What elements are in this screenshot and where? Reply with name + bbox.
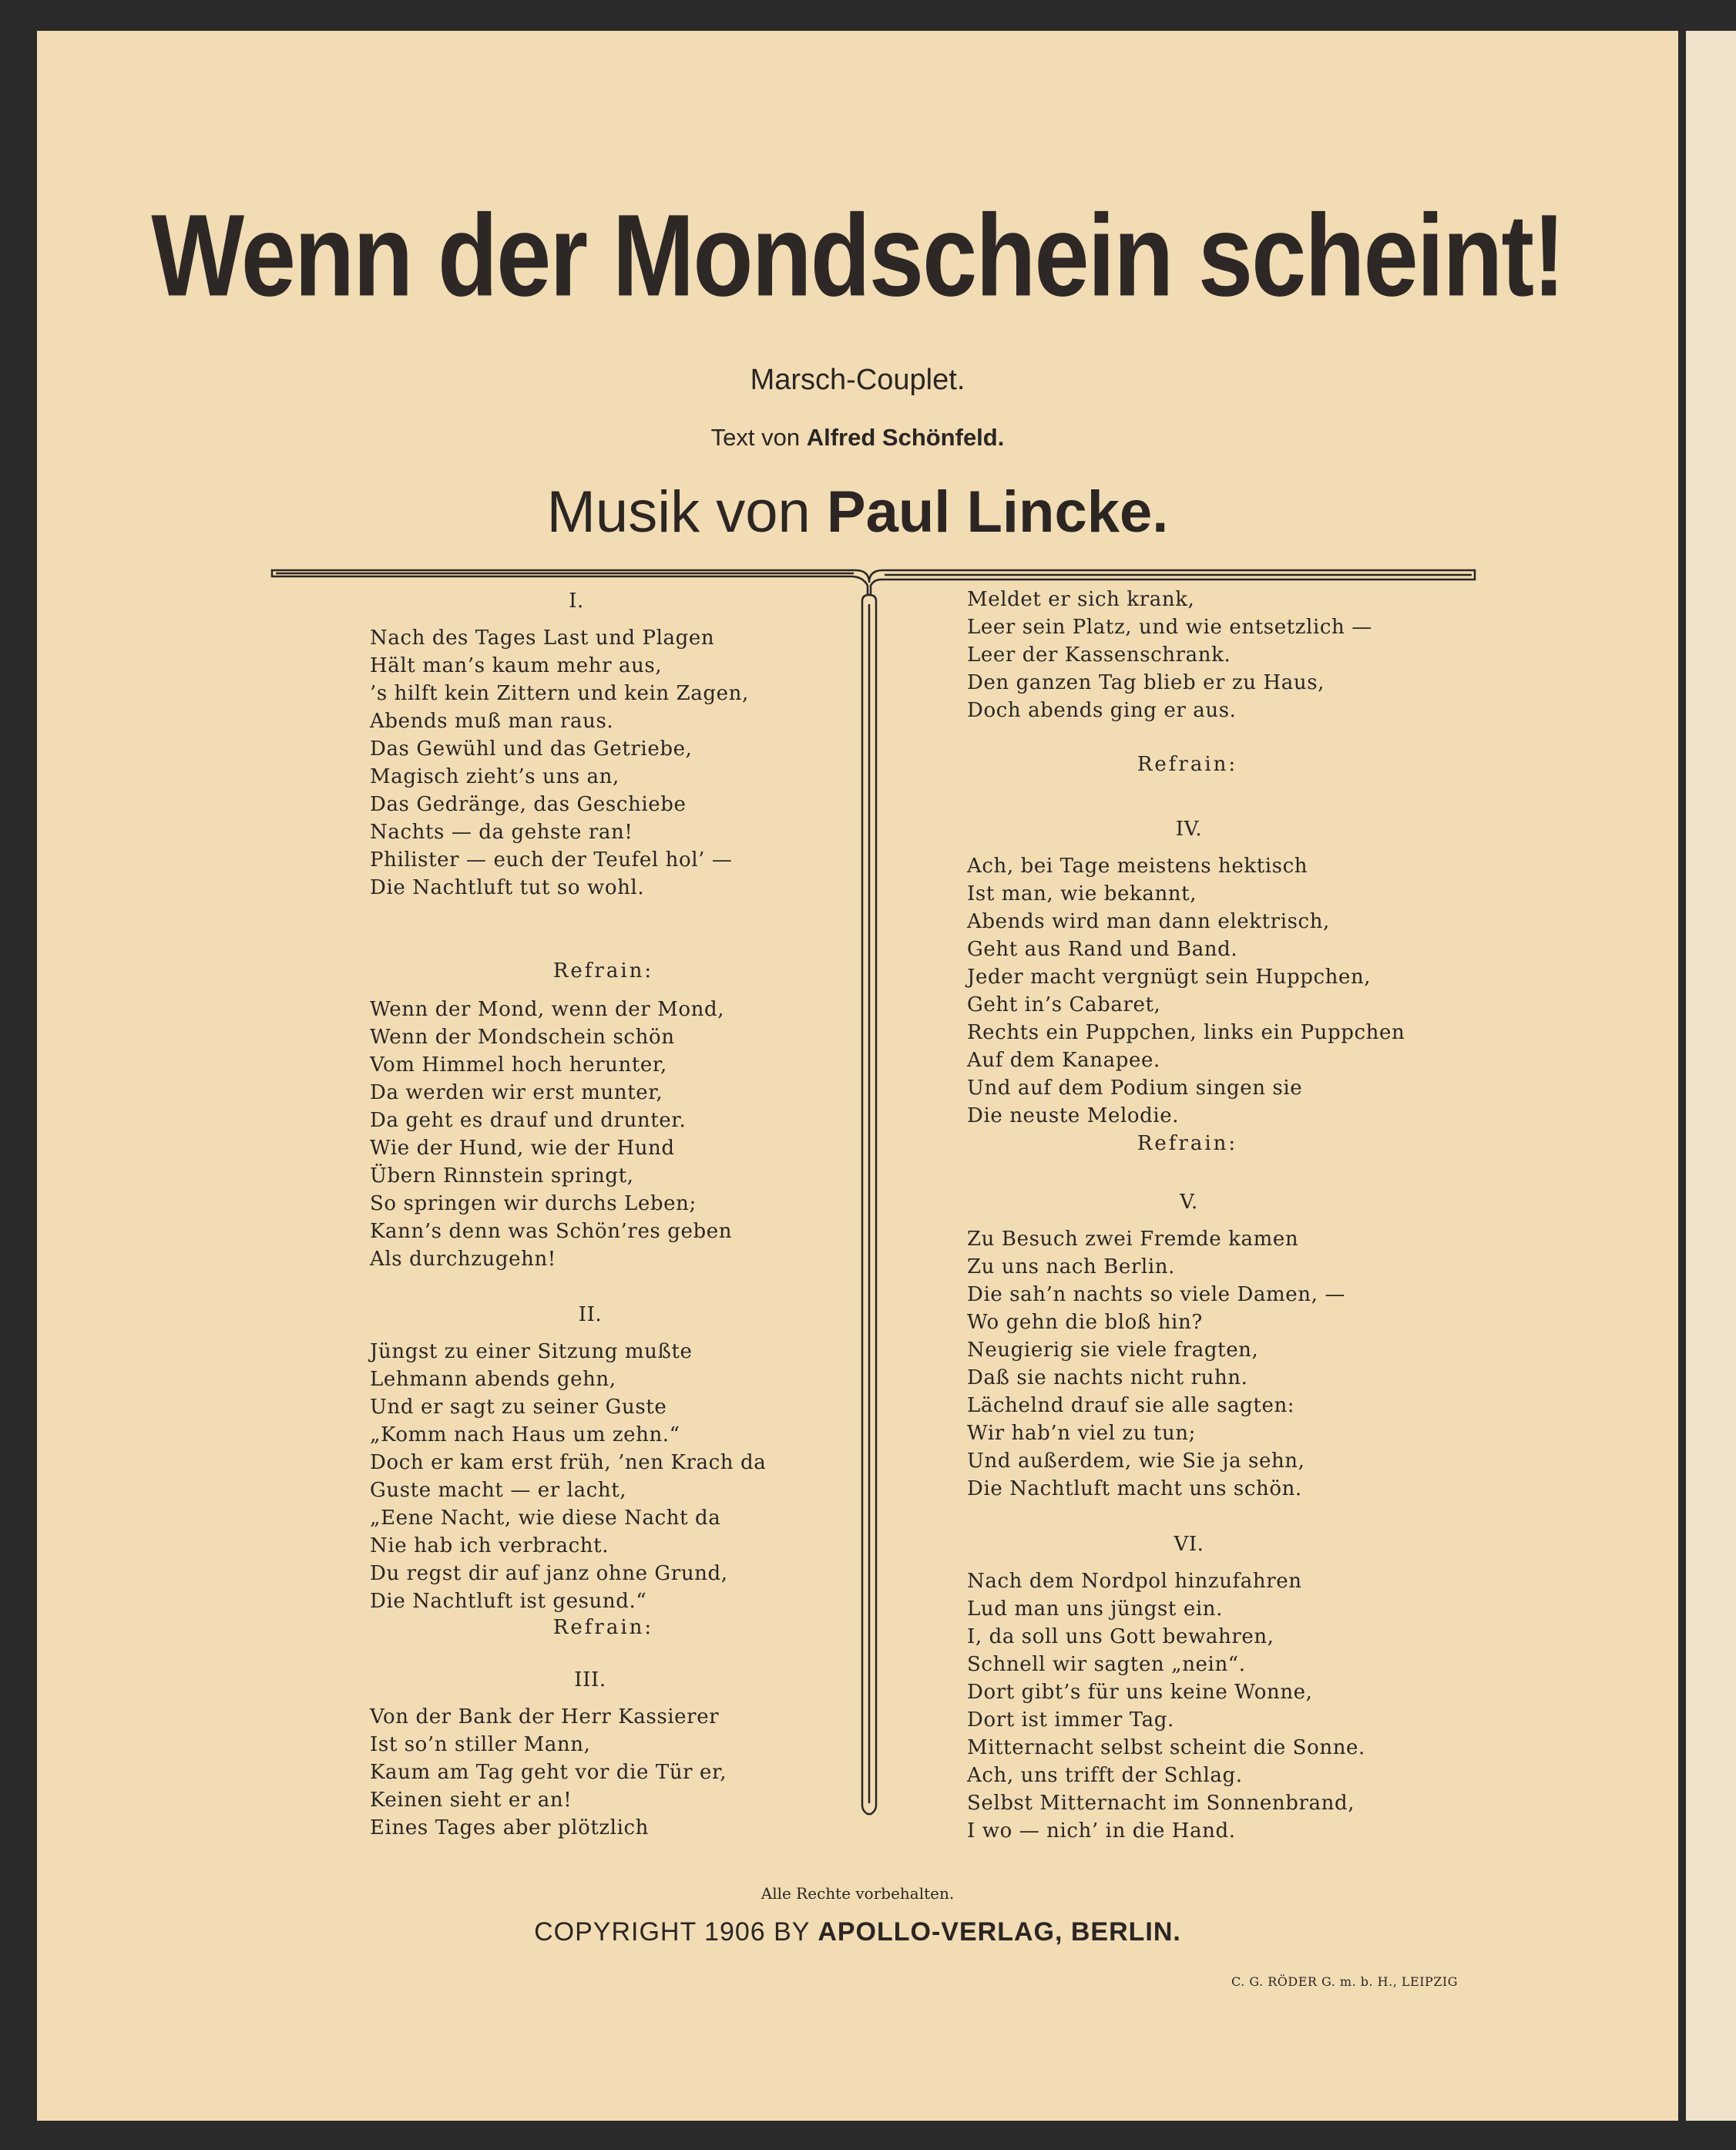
lyric-line: Ach, bei Tage meistens hektisch [967, 855, 1308, 878]
lyric-line: Von der Bank der Herr Kassierer [370, 1705, 720, 1728]
lyric-line: Wir hab’n viel zu tun; [967, 1422, 1197, 1445]
lyric-line: Und er sagt zu seiner Guste [370, 1396, 667, 1419]
lyricist-name: Alfred Schönfeld. [806, 424, 1005, 451]
lyric-line: Abends muß man raus. [370, 710, 614, 733]
lyric-line: Geht in’s Cabaret, [967, 993, 1161, 1016]
lyric-line: Und auf dem Podium singen sie [967, 1077, 1303, 1100]
adjacent-page-edge [1686, 31, 1736, 2121]
verse-3-heading: III. [574, 1668, 606, 1691]
song-subtitle: Marsch-Couplet. [750, 364, 965, 396]
lyric-line: Nie hab ich verbracht. [370, 1534, 609, 1557]
lyric-line: Den ganzen Tag blieb er zu Haus, [967, 671, 1325, 694]
verse-3 [370, 1703, 727, 1842]
lyric-line: Abends wird man dann elektrisch, [967, 910, 1330, 933]
verse-4-heading: IV. [1175, 818, 1203, 841]
lyric-line: Nach dem Nordpol hinzufahren [967, 1570, 1302, 1593]
composer-prefix: Musik von [546, 479, 811, 545]
lyric-line: Schnell wir sagten „nein“. [967, 1653, 1246, 1676]
composer-credit [37, 478, 1678, 547]
lyric-line: Du regst dir auf janz ohne Grund, [370, 1562, 728, 1585]
lyric-line: Als durchzugehn! [370, 1248, 556, 1271]
lyric-line: Zu Besuch zwei Fremde kamen [967, 1228, 1299, 1251]
composer-name: Paul Lincke. [826, 479, 1169, 545]
printer-imprint: C. G. RÖDER G. m. b. H., LEIPZIG [1231, 1974, 1458, 1989]
lyric-line: Eines Tages aber plötzlich [370, 1816, 650, 1839]
lyric-line: Dort gibt’s für uns keine Wonne, [967, 1681, 1313, 1704]
lyric-line: Philister — euch der Teufel hol’ — [370, 848, 733, 872]
lyric-line: Da geht es drauf und drunter. [370, 1109, 687, 1132]
lyric-line: Magisch zieht’s uns an, [370, 765, 620, 788]
verse-4 [967, 852, 1405, 1130]
publisher-name: APOLLO-VERLAG, BERLIN. [818, 1917, 1181, 1947]
lyric-line: So springen wir durchs Leben; [370, 1192, 697, 1215]
verse-5-heading: V. [1180, 1191, 1198, 1214]
lyric-line: Die sah’n nachts so viele Damen, — [967, 1283, 1345, 1306]
lyric-line: Keinen sieht er an! [370, 1789, 573, 1812]
lyric-line: Doch er kam erst früh, ’nen Krach da [370, 1451, 767, 1474]
lyric-line: Leer sein Platz, und wie entsetzlich — [967, 616, 1372, 639]
lyric-line: „Komm nach Haus um zehn.“ [370, 1423, 680, 1446]
lyric-line: Wenn der Mond, wenn der Mond, [370, 998, 725, 1021]
lyric-line: Die Nachtluft ist gesund.“ [370, 1590, 647, 1613]
lyric-line: ’s hilft kein Zittern und kein Zagen, [370, 682, 749, 705]
lyric-line: I, da soll uns Gott bewahren, [967, 1625, 1274, 1648]
lyric-line: Übern Rinnstein springt, [370, 1164, 634, 1188]
verse-3-continued [967, 586, 1372, 724]
lyric-line: Lächelnd drauf sie alle sagten: [967, 1394, 1295, 1417]
lyric-line: Da werden wir erst munter, [370, 1081, 663, 1104]
verse-3-refrain: Refrain: [1137, 753, 1238, 776]
lyric-line: Ist so’n stiller Mann, [370, 1733, 591, 1756]
lyric-line: Wenn der Mondschein schön [370, 1026, 675, 1049]
rights-notice: Alle Rechte vorbehalten. [761, 1884, 955, 1903]
lyricist-prefix: Text von [710, 424, 801, 451]
lyric-line: Zu uns nach Berlin. [967, 1255, 1175, 1278]
lyric-line: Lehmann abends gehn, [370, 1368, 616, 1391]
lyric-line: Guste macht — er lacht, [370, 1479, 627, 1502]
lyric-line: Jüngst zu einer Sitzung mußte [370, 1340, 693, 1363]
lyric-line: „Eene Nacht, wie diese Nacht da [370, 1507, 721, 1530]
verse-1-heading: I. [569, 590, 584, 613]
lyric-line: Daß sie nachts nicht ruhn. [967, 1366, 1248, 1389]
lyric-line: Dort ist immer Tag. [967, 1708, 1174, 1732]
lyric-line: Mitternacht selbst scheint die Sonne. [967, 1736, 1365, 1759]
ornamental-t-divider [37, 563, 1678, 1888]
lyric-line: Lud man uns jüngst ein. [967, 1597, 1223, 1621]
verse-2-heading: II. [578, 1303, 603, 1326]
sheet-music-page [37, 31, 1678, 2121]
lyric-line: Kann’s denn was Schön’res geben [370, 1220, 733, 1243]
lyric-line: Die neuste Melodie. [967, 1104, 1180, 1127]
lyric-line: I wo — nich’ in die Hand. [967, 1819, 1236, 1843]
lyric-line: Auf dem Kanapee. [967, 1049, 1160, 1072]
lyric-line: Wie der Hund, wie der Hund [370, 1137, 675, 1160]
lyric-line: Hält man’s kaum mehr aus, [370, 654, 663, 677]
lyric-line: Nachts — da gehste ran! [370, 821, 633, 844]
lyric-line: Die Nachtluft macht uns schön. [967, 1477, 1302, 1500]
verse-5 [967, 1225, 1345, 1503]
refrain-heading: Refrain: [552, 959, 654, 983]
lyric-line: Selbst Mitternacht im Sonnenbrand, [967, 1792, 1355, 1815]
lyric-line: Die Nachtluft tut so wohl. [370, 876, 645, 899]
lyric-line: Kaum am Tag geht vor die Tür er, [370, 1761, 727, 1784]
lyric-line: Vom Himmel hoch herunter, [370, 1053, 667, 1077]
lyric-line: Jeder macht vergnügt sein Huppchen, [967, 966, 1372, 989]
verse-6 [967, 1567, 1365, 1845]
lyric-line: Rechts ein Puppchen, links ein Puppchen [967, 1021, 1405, 1044]
copyright-prefix: COPYRIGHT 1906 BY [534, 1917, 810, 1947]
refrain [370, 996, 732, 1273]
lyric-line: Meldet er sich krank, [967, 588, 1195, 611]
verse-2-refrain: Refrain: [552, 1616, 654, 1639]
verse-1 [370, 624, 749, 902]
lyric-line: Ist man, wie bekannt, [967, 882, 1197, 905]
lyric-line: Das Gedränge, das Geschiebe [370, 793, 687, 816]
lyric-line: Doch abends ging er aus. [967, 699, 1237, 722]
lyric-line: Neugierig sie viele fragten, [967, 1339, 1259, 1362]
verse-2 [370, 1338, 766, 1615]
verse-4-refrain: Refrain: [1137, 1132, 1238, 1155]
lyricist-credit [37, 424, 1678, 452]
lyric-line: Wo gehn die bloß hin? [967, 1311, 1203, 1334]
lyric-line: Ach, uns trifft der Schlag. [967, 1764, 1243, 1787]
lyric-line: Geht aus Rand und Band. [967, 938, 1238, 961]
lyric-line: Leer der Kassenschrank. [967, 643, 1231, 667]
lyric-line: Und außerdem, wie Sie ja sehn, [967, 1450, 1305, 1473]
lyric-line: Nach des Tages Last und Plagen [370, 627, 715, 650]
verse-6-heading: VI. [1174, 1533, 1204, 1556]
song-title: Wenn der Mondschein scheint! [151, 190, 1564, 321]
lyric-line: Das Gewühl und das Getriebe, [370, 737, 693, 761]
copyright-line [37, 1917, 1678, 1947]
